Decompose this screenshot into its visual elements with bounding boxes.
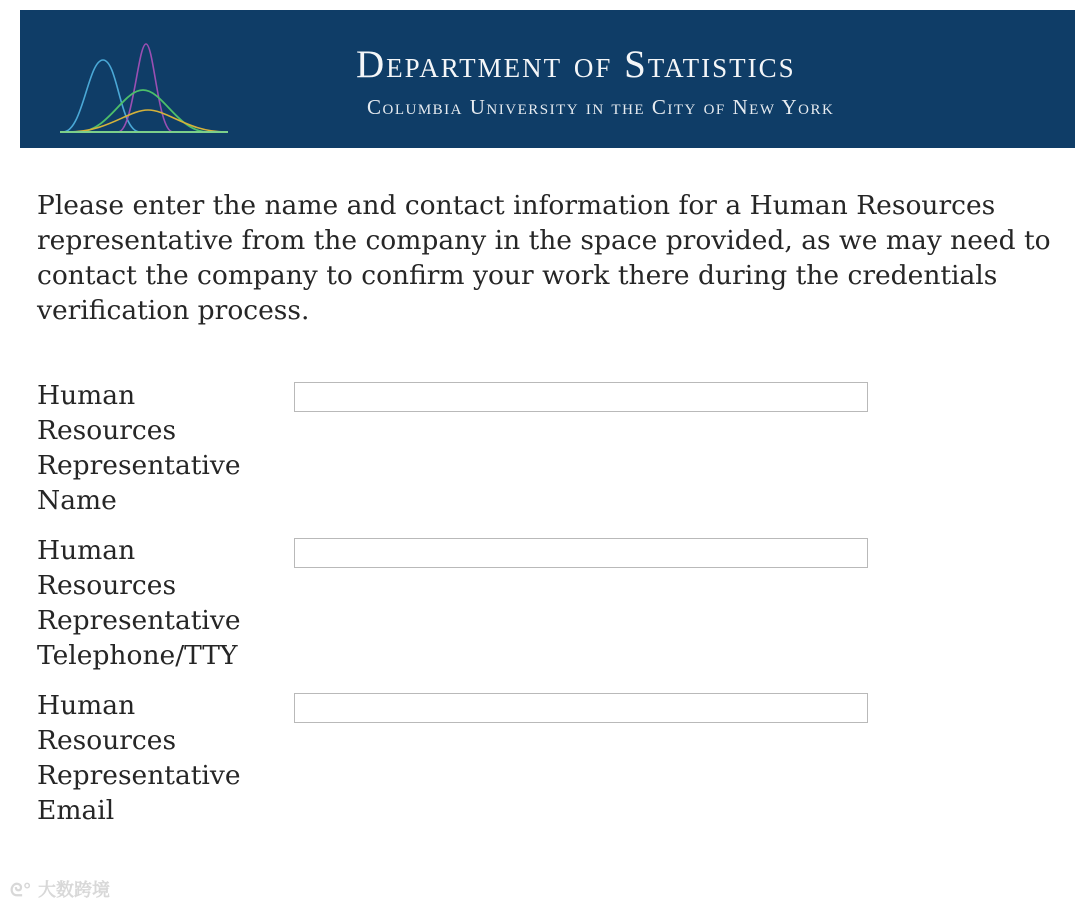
instructions-paragraph: Please enter the name and contact information for a Human Resources representative from the company in the space provided, as we may need to contact the company to confirm your work there during the credentials verification process.	[37, 190, 1051, 326]
hr-email-input[interactable]	[294, 693, 868, 723]
header-banner	[20, 10, 1075, 148]
hr-name-input[interactable]	[294, 382, 868, 412]
department-title: Department of Statistics	[356, 43, 796, 86]
hr-telephone-label: Human Resources Representative Telephone/TTY	[37, 535, 241, 671]
hr-name-label: Human Resources Representative Name	[37, 380, 241, 516]
university-subtitle: Columbia University in the City of New York	[367, 95, 835, 119]
hr-telephone-input[interactable]	[294, 538, 868, 568]
hr-email-label: Human Resources Representative Email	[37, 690, 241, 826]
watermark-logo-icon: ᘓ°	[10, 880, 32, 901]
watermark-text: 大数跨境	[37, 880, 110, 901]
distribution-curves-logo-icon	[58, 40, 230, 135]
watermark	[10, 876, 110, 902]
